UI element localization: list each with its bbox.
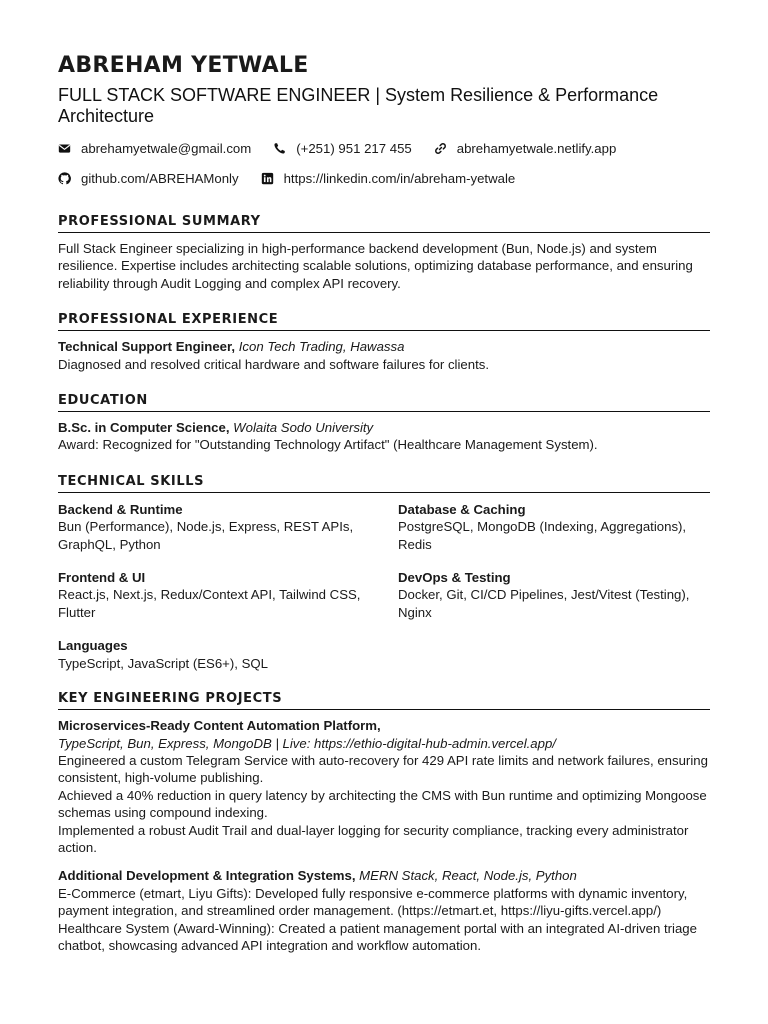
project-name: Microservices-Ready Content Automation Platform, bbox=[58, 718, 381, 734]
project-heading bbox=[58, 867, 710, 884]
project-bullet: Achieved a 40% reduction in query latency by architecting the CMS with Bun runtime and optimizing Mongoose schemas using compound indexing. bbox=[58, 787, 707, 821]
contact-email[interactable] bbox=[58, 141, 251, 156]
skill-group bbox=[398, 501, 710, 553]
linkedin-text[interactable]: https://linkedin.com/in/abreham-yetwale bbox=[283, 170, 516, 186]
skill-group bbox=[58, 501, 398, 553]
job-role: Technical Support Engineer, bbox=[58, 339, 236, 355]
contact-phone[interactable] bbox=[273, 141, 412, 156]
section-title-experience: PROFESSIONAL EXPERIENCE bbox=[58, 312, 710, 331]
project-bullet: Healthcare System (Award-Winning): Created a patient management portal with an integrated AI-driven triage chatbot, showcasing advanced API integration and workflow automation. bbox=[58, 920, 697, 953]
contact-row-2 bbox=[58, 169, 710, 187]
project-tech: MERN Stack, React, Node.js, Python bbox=[359, 868, 577, 884]
headline: FULL STACK SOFTWARE ENGINEER | System Resilience & Performance Architecture bbox=[58, 85, 659, 126]
school: Wolaita Sodo University bbox=[233, 420, 374, 436]
github-text[interactable]: github.com/ABREHAMonly bbox=[81, 170, 239, 186]
project-bullet: E-Commerce (etmart, Liyu Gifts): Developed fully responsive e-commerce platforms with dynamic inventory, payment integration, and streamlined order management. (https://etmart.et, https://liyu-gifts.vercel.app/) bbox=[58, 885, 688, 919]
skills-grid bbox=[58, 501, 710, 672]
envelope-icon bbox=[58, 142, 71, 155]
skill-group bbox=[58, 637, 398, 672]
skill-group-items: Bun (Performance), Node.js, Express, REST APIs, GraphQL, Python bbox=[58, 519, 354, 552]
skill-group-title: Database & Caching bbox=[398, 501, 526, 517]
contact-row-1 bbox=[58, 139, 710, 157]
github-icon bbox=[58, 172, 71, 185]
phone-icon bbox=[273, 142, 286, 155]
degree: B.Sc. in Computer Science, bbox=[58, 420, 230, 436]
linkedin-icon bbox=[261, 172, 274, 185]
candidate-name: ABREHAM YETWALE bbox=[58, 53, 309, 78]
job-description: Diagnosed and resolved critical hardware and software failures for clients. bbox=[58, 356, 490, 372]
education-entry bbox=[58, 419, 710, 454]
section-title-skills: TECHNICAL SKILLS bbox=[58, 474, 710, 493]
education-award: Award: Recognized for "Outstanding Technology Artifact" (Healthcare Management System). bbox=[58, 437, 598, 453]
summary-text: Full Stack Engineer specializing in high-performance backend development (Bun, Node.js) and system resilience. Expertise includes architecting scalable solutions, optimizing database performance, and ensuring reliability through Audit Logging and complex API recovery. bbox=[58, 241, 693, 291]
skill-group-title: Backend & Runtime bbox=[58, 501, 183, 517]
section-title-education: EDUCATION bbox=[58, 393, 710, 412]
skill-group bbox=[398, 569, 710, 621]
section-title-projects: KEY ENGINEERING PROJECTS bbox=[58, 691, 710, 710]
website-text[interactable]: abrehamyetwale.netlify.app bbox=[456, 140, 617, 156]
project-entry bbox=[58, 717, 710, 856]
skill-group-title: Languages bbox=[58, 638, 128, 654]
project-entry bbox=[58, 867, 710, 954]
skill-group bbox=[58, 569, 398, 621]
skill-group-items: Docker, Git, CI/CD Pipelines, Jest/Vitest (Testing), Nginx bbox=[398, 587, 690, 620]
link-icon bbox=[434, 142, 447, 155]
phone-text[interactable]: (+251) 951 217 455 bbox=[296, 140, 412, 156]
project-bullet: Engineered a custom Telegram Service with auto-recovery for 429 API rate limits and network failures, ensuring consistent, high-volume publishing. bbox=[58, 752, 708, 786]
skill-group-items: PostgreSQL, MongoDB (Indexing, Aggregations), Redis bbox=[398, 519, 687, 552]
skill-group-title: DevOps & Testing bbox=[398, 570, 511, 586]
project-bullet: Implemented a robust Audit Trail and dual-layer logging for security compliance, tracking every administrator action. bbox=[58, 822, 689, 855]
contact-linkedin[interactable] bbox=[261, 171, 516, 186]
skill-group-items: React.js, Next.js, Redux/Context API, Tailwind CSS, Flutter bbox=[58, 587, 361, 620]
job-company: Icon Tech Trading, Hawassa bbox=[238, 339, 405, 355]
resume-page bbox=[58, 52, 710, 954]
section-title-summary: PROFESSIONAL SUMMARY bbox=[58, 214, 710, 233]
project-tech: TypeScript, Bun, Express, MongoDB | Live: https://ethio-digital-hub-admin.vercel.app/ bbox=[58, 735, 556, 751]
project-name: Additional Development & Integration Systems, bbox=[58, 868, 356, 884]
skill-group-title: Frontend & UI bbox=[58, 570, 146, 586]
skill-group-items: TypeScript, JavaScript (ES6+), SQL bbox=[58, 655, 268, 671]
experience-entry bbox=[58, 338, 710, 373]
contact-website[interactable] bbox=[434, 141, 617, 156]
experience-heading bbox=[58, 338, 710, 355]
education-heading bbox=[58, 419, 710, 436]
email-text[interactable]: abrehamyetwale@gmail.com bbox=[81, 140, 252, 156]
contact-github[interactable] bbox=[58, 171, 239, 186]
